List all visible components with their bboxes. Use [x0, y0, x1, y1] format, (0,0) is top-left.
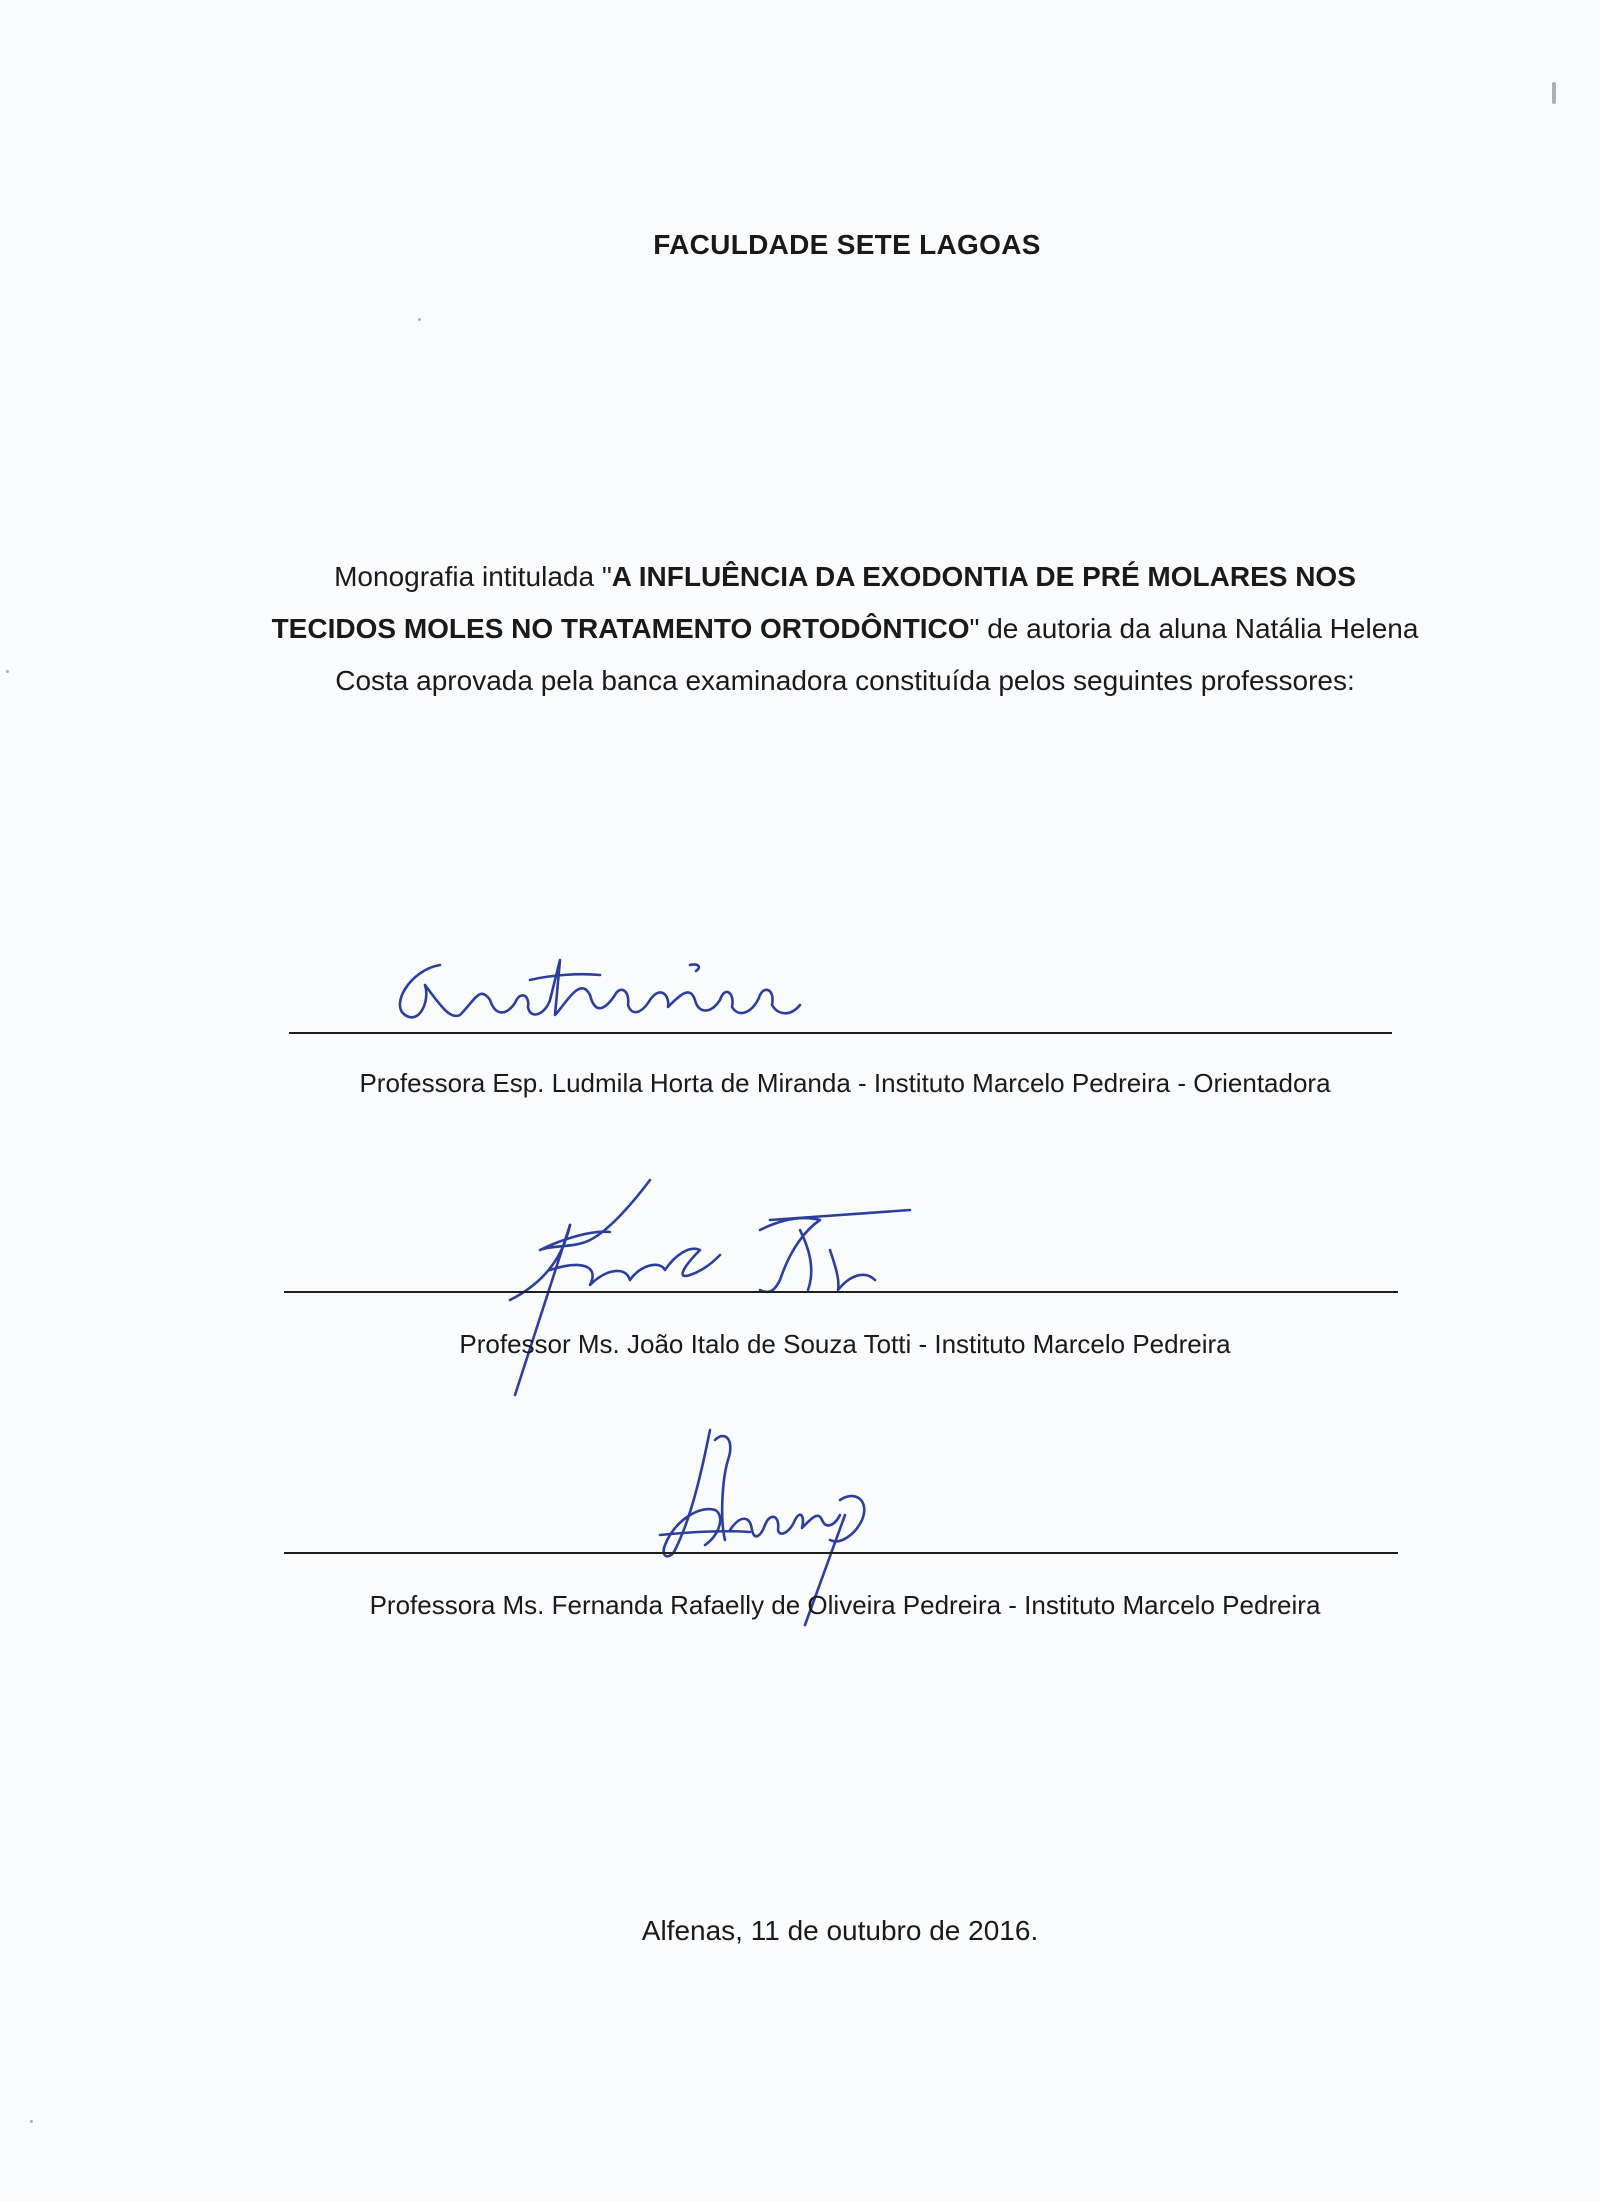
- examiner-2-caption: Professor Ms. João Italo de Souza Totti - Instituto Marcelo Pedreira: [459, 1329, 1231, 1359]
- examiner-1-signature: [380, 945, 840, 1035]
- scan-speck: [30, 2120, 33, 2123]
- examiner-1-signature-line: [289, 1032, 1392, 1034]
- intro-tail: " de autoria da aluna Natália Helena Costa aprovada pela banca examinadora constituída pelos seguintes professores:: [335, 613, 1419, 696]
- monograph-title: A INFLUÊNCIA DA EXODONTIA DE PRÉ MOLARES NOS TECIDOS MOLES NO TRATAMENTO ORTODÔNTICO: [271, 561, 1356, 644]
- examiner-2-signature-line: [284, 1291, 1398, 1293]
- examiner-3-signature-line: [284, 1552, 1398, 1554]
- examiner-1-caption: Professora Esp. Ludmila Horta de Miranda - Instituto Marcelo Pedreira - Orientadora: [359, 1068, 1331, 1098]
- intro-lead: Monografia intitulada ": [334, 561, 612, 592]
- examiner-2-signature: [490, 1170, 920, 1400]
- scan-speck: [1552, 82, 1556, 104]
- place-and-date: Alfenas, 11 de outubro de 2016.: [641, 1915, 1039, 1946]
- scan-speck: [418, 318, 421, 321]
- institution-name: FACULDADE SETE LAGOAS: [653, 229, 1041, 260]
- scan-speck: [6, 670, 9, 673]
- approval-statement: [270, 551, 1420, 707]
- examiner-3-caption: Professora Ms. Fernanda Rafaelly de Oliveira Pedreira - Instituto Marcelo Pedreira: [369, 1590, 1321, 1620]
